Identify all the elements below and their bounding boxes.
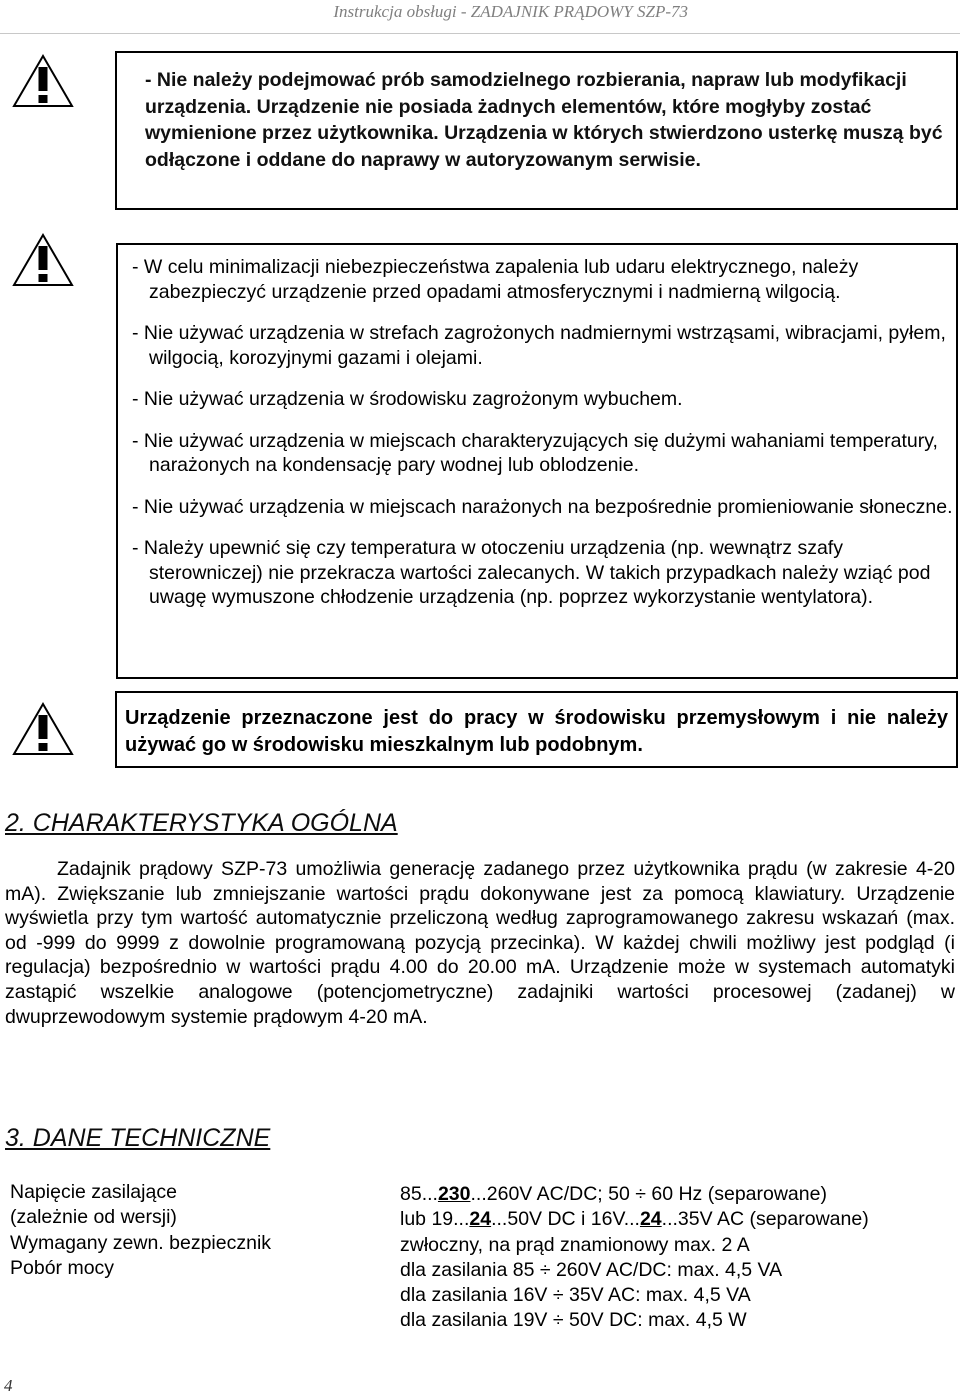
spec-label: Napięcie zasilające [10,1181,177,1203]
warning-box-industrial [115,691,958,768]
spec-value-part: 85... [400,1183,438,1205]
spec-value-part: ...260V AC/DC; 50 ÷ 60 Hz (separowane) [470,1183,827,1205]
section-body-general: Zadajnik prądowy SZP-73 umożliwia generację zadanego przez użytkownika prądu (w zakresie 4-20 mA). Zwiększanie lub zmniejszanie wartości prądu dokonywane jest za pomocą klawiatury. Urządzenie wyświetla przy tym wartość automatycznie przeliczoną według zaprogramowanego zakresu wskazań (max. od -999 do 9999 z dowolnie programowaną pozycją przecinka). W każdej chwili możliwy jest podgląd (i regulacja) bezpośrednio w wartości prądu 4.00 do 20.00 mA. Urządzenie może w systemach automatyki zastąpić wszelkie analogowe (potencjometryczne) zadajniki wartości procesowej (zadanej) w dwuprzewodowym systemie prądowym 4-20 mA. [5,858,955,1028]
spec-value-nominal: 24 [469,1208,492,1231]
warning-list-item: - Należy upewnić się czy temperatura w otoczeniu urządzenia (np. wewnątrz szafy sterowniczej) nie przekracza wartości zalecanych. W takich przypadkach należy wziąć pod uwagę wymuszone chłodzenie urządzenia (np. poprzez wykorzystanie wentylatora). [132,537,931,608]
section-title-general: 2. CHARAKTERYSTYKA OGÓLNA [5,809,398,837]
warning-triangle-icon [11,701,75,757]
spec-value-nominal: 230 [437,1183,471,1205]
spec-value-part: ...50V DC i 16V... [491,1208,640,1231]
page-number: 4 [4,1376,13,1395]
spec-value: dla zasilania 16V ÷ 35V AC: max. 4,5 VA [400,1284,751,1307]
spec-value-nominal: 24 [639,1208,662,1231]
warning-list-item: - Nie używać urządzenia w miejscach narażonych na bezpośrednie promieniowanie słoneczne. [132,495,953,518]
spec-value-part: ...35V AC (separowane) [661,1208,869,1231]
warning-text: - Nie należy podejmować prób samodzielnego rozbierania, napraw lub modyfikacji urządzenia. Urządzenie nie posiada żadnych elementów, które mogłyby zostać wymienione przez użytkownika. Urządzenia w których stwierdzono usterkę muszą być odłączone i oddane do naprawy w autoryzowanym serwisie. [145,69,943,171]
spec-value: dla zasilania 85 ÷ 260V AC/DC: max. 4,5 VA [400,1258,783,1281]
warning-box-environment [116,243,958,679]
spec-label: Pobór mocy [10,1256,115,1279]
spec-labels [10,1180,390,1281]
spec-value-part: lub 19... [400,1208,470,1231]
spec-label: (zależnie od wersji) [10,1206,177,1229]
warning-list-item: - Nie używać urządzenia w strefach zagrożonych nadmiernymi wstrząsami, wibracjami, pyłem, wilgocią, korozyjnymi gazami i olejami. [132,322,946,369]
spec-label: Wymagany zewn. bezpiecznik [10,1231,272,1254]
warning-box-disassembly [115,51,958,210]
spec-value [400,1182,955,1207]
warning-triangle-icon [11,53,75,109]
warning-list-item: - Nie używać urządzenia w miejscach charakteryzujących się dużymi wahaniami temperatury, narażonych na kondensację pary wodnej lub oblodzenie. [132,429,938,476]
warning-list-item: - W celu minimalizacji niebezpieczeństwa zapalenia lub udaru elektrycznego, należy zabezpieczyć urządzenie przed opadami atmosferycznymi i nadmierną wilgocią. [132,256,859,303]
spec-values [400,1182,955,1334]
spec-value: zwłoczny, na prąd znamionowy max. 2 A [400,1233,750,1256]
spec-value [400,1207,955,1232]
page-header: Instrukcja obsługi - ZADAJNIK PRĄDOWY SZP-73 [333,2,688,21]
warning-text: Urządzenie przeznaczone jest do pracy w środowisku przemysłowym i nie należy używać go w środowisku mieszkalnym lub podobnym. [125,707,948,756]
section-title-technical: 3. DANE TECHNICZNE [5,1124,271,1152]
warning-list-item: - Nie używać urządzenia w środowisku zagrożonym wybuchem. [132,388,683,410]
warning-triangle-icon [11,232,75,288]
header-divider [0,33,960,34]
spec-value: dla zasilania 19V ÷ 50V DC: max. 4,5 W [400,1309,747,1332]
